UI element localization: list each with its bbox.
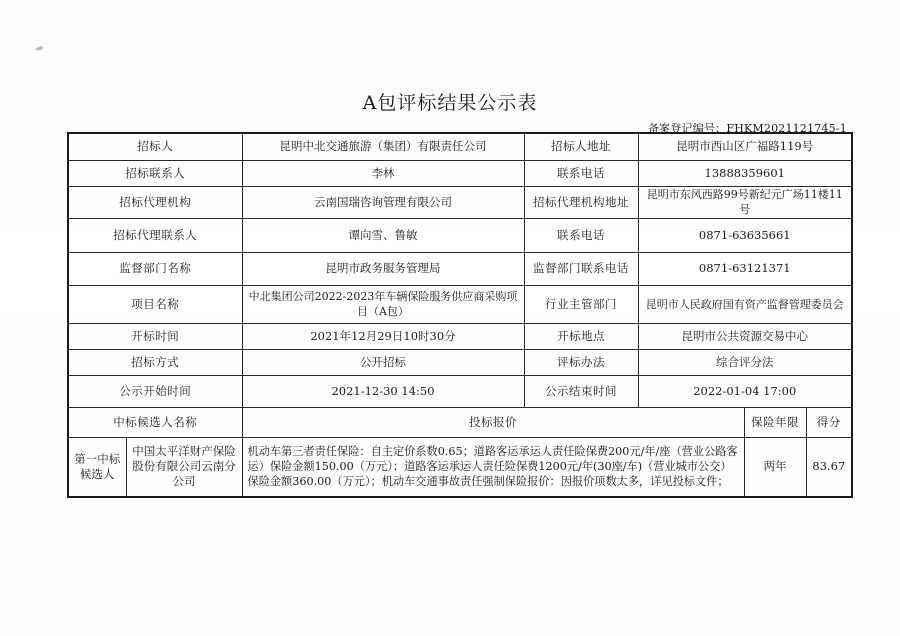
field-label: 开标时间 (68, 323, 242, 349)
field-label: 监督部门联系电话 (524, 252, 638, 285)
field-label: 行业主管部门 (524, 285, 638, 323)
field-value: 2021年12月29日10时30分 (242, 323, 524, 349)
candidate-insurance-period: 两年 (744, 437, 806, 497)
candidate-bid-price: 机动车第三者责任保险：自主定价系数0.65；道路客运承运人责任险保费200元/年/座（营业公路客运）保险金额150.00（万元）；道路客运承运人责任险保费1200元/年(30座/车)（营业城市公交）保险金额360.00（万元）；机动车交通事故责任强制保险报价：因报价项数太多，详见投标文件； (242, 437, 744, 497)
bid-result-table (67, 132, 853, 498)
field-value: 昆明市人民政府国有资产监督管理委员会 (638, 285, 852, 323)
document-title: A包评标结果公示表 (362, 92, 538, 114)
field-value: 公开招标 (242, 349, 524, 375)
field-value: 昆明中北交通旅游（集团）有限责任公司 (242, 133, 524, 160)
field-label: 招标代理联系人 (68, 218, 242, 252)
score-header: 得分 (806, 407, 852, 437)
candidate-company: 中国太平洋财产保险股份有限公司云南分公司 (126, 437, 242, 497)
field-value: 昆明市东风西路99号新纪元广场11楼11号 (638, 186, 852, 218)
field-value: 0871-63121371 (638, 252, 852, 285)
field-value: 综合评分法 (638, 349, 852, 375)
field-label: 联系电话 (524, 218, 638, 252)
info-row (68, 349, 852, 375)
field-value: 昆明市政务服务管理局 (242, 252, 524, 285)
info-row (68, 285, 852, 323)
field-label: 联系电话 (524, 160, 638, 186)
field-label: 招标方式 (68, 349, 242, 375)
info-row (68, 218, 852, 252)
field-label: 项目名称 (68, 285, 242, 323)
field-value: 0871-63635661 (638, 218, 852, 252)
field-label: 招标代理机构 (68, 186, 242, 218)
field-value: 13888359601 (638, 160, 852, 186)
field-value: 李林 (242, 160, 524, 186)
candidate-name-header: 中标候选人名称 (68, 407, 242, 437)
field-label: 监督部门名称 (68, 252, 242, 285)
field-value: 2022-01-04 17:00 (638, 375, 852, 407)
insurance-period-header: 保险年限 (744, 407, 806, 437)
field-value: 云南国瑞咨询管理有限公司 (242, 186, 524, 218)
field-label: 评标办法 (524, 349, 638, 375)
field-value: 谭向雪、鲁敏 (242, 218, 524, 252)
field-label: 公示结束时间 (524, 375, 638, 407)
field-label: 开标地点 (524, 323, 638, 349)
field-label: 招标联系人 (68, 160, 242, 186)
field-value: 中北集团公司2022-2023年车辆保险服务供应商采购项目（A包） (242, 285, 524, 323)
info-row (68, 323, 852, 349)
field-label: 公示开始时间 (68, 375, 242, 407)
candidates-header-row (68, 407, 852, 437)
candidate-rank: 第一中标候选人 (68, 437, 126, 497)
info-row (68, 160, 852, 186)
field-value: 2021-12-30 14:50 (242, 375, 524, 407)
info-row (68, 252, 852, 285)
candidate-row (68, 437, 852, 497)
field-label: 招标人地址 (524, 133, 638, 160)
field-label: 招标人 (68, 133, 242, 160)
scan-speck (36, 46, 44, 51)
bid-price-header: 投标报价 (242, 407, 744, 437)
candidate-score: 83.67 (806, 437, 852, 497)
field-label: 招标代理机构地址 (524, 186, 638, 218)
registration-number: 备案登记编号：FHKM2021121745-1 (647, 122, 847, 135)
field-value: 昆明市西山区广福路119号 (638, 133, 852, 160)
info-row (68, 375, 852, 407)
field-value: 昆明市公共资源交易中心 (638, 323, 852, 349)
info-row (68, 133, 852, 160)
info-row (68, 186, 852, 218)
